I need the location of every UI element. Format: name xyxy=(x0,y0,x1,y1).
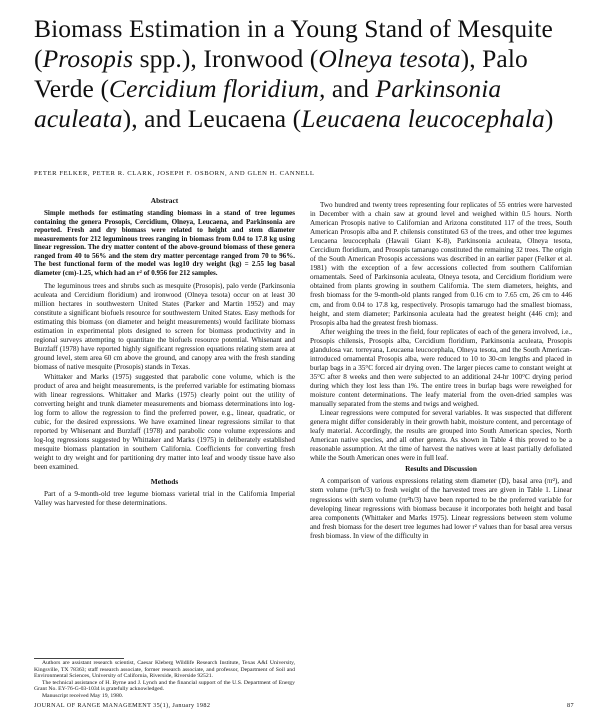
abstract-heading: Abstract xyxy=(150,196,179,205)
journal-citation: JOURNAL OF RANGE MANAGEMENT 35(1), January 1982 xyxy=(34,702,211,709)
body-paragraph: Linear regressions were computed for several variables. It was suspected that different genera might differ considerably in their growth habit, moisture content, and percentage of leafy material. Accordingly, the results are grouped into South American species, North American native species, and all other genera. As shown in Table 4 this proved to be a reasonable assumption. At the time of harvest the natives were at least partially defoliated while the South American ones were in full leaf. xyxy=(310,409,572,463)
right-column xyxy=(310,201,572,541)
footnote: The technical assistance of H. Byrne and J. Lynch and the financial support of the U.S. Department of Energy Grant No. EY-76-G-03-1034 is gratefully acknowledged. xyxy=(34,679,295,693)
body-paragraph: After weighing the trees in the field, four replicates of each of the genera involved, i.e., Prosopis chilensis, Prosopis alba, Cercidium floridium, Parkinsonia aculeata, Prosopis glandulosa var. torreyana, Leucaena leucocephala, Olneya tesota, and the South American-introduced ornamental Prosopis alba, were reduced to 10 to 30-cm lengths and placed in burlap bags in a 35°C forced air drying oven. The larger pieces came to constant weight at 35°C after 8 weeks and then were subjected to an additional 24-hr 100°C drying period during which they lost less than 1%. The entire trees in burlap bags were reweighed for moisture content determinations. The leafy material from the oven-dried samples was manually separated from the stems and twigs and weighed. xyxy=(310,327,572,409)
abstract-section xyxy=(34,209,295,277)
article-title: Biomass Estimation in a Young Stand of Mesquite (Prosopis spp.), Ironwood (Olneya tesota), Palo Verde (Cercidium floridium, and Parkinsonia aculeata), and Leucaena (Leucaena leucocephala) xyxy=(34,14,554,133)
left-column xyxy=(34,196,295,508)
abstract-text: Simple methods for estimating standing biomass in a stand of tree legumes containing the genera Prosopis, Cercidium, Olneya, Leucaena, and Parkinsonia are reported. Fresh and dry biomass were related to height and stem diameter measurements for 212 leguminous trees ranging in biomass from 0.04 to 17.8 kg using linear regression. The dry matter content of the above-ground biomass of these genera ranged from 40 to 56% and the stem dry matter percentage ranged from 70 to 96%. The best functional form of the model was log10 dry weight (kg) = 2.55 log basal diameter (cm)-1.25, which had an r² of 0.956 for 212 samples. xyxy=(34,209,295,277)
results-paragraph: A comparison of various expressions relating stem diameter (D), basal area (πr²), and stem volume (πr²h/3) to fresh weight of the harvested trees are given in Table 1. Linear regressions with stem volume (πr²h/3) have been reported to be the preferred variable for developing linear regressions with biomass because it incorporates both height and basal area components (Whittaker and Marks 1975). Linear regressions between stem volume and fresh biomass for the desert tree legumes had lower r² values than for basal area versus fresh biomass. In view of the difficulty in xyxy=(310,477,572,540)
footnote: Authors are assistant research scientist, Caesar Kleberg Wildlife Research Institute, Texas A&I University, Kingsville, TX 78363; staff research associate, former research associate, and professor, Department of Soil and Environmental Sciences, University of California, Riverside, Riverside 92521. xyxy=(34,660,295,680)
page-footer xyxy=(34,702,574,709)
body-paragraph: Whittaker and Marks (1975) suggested that parabolic cone volume, which is the product of area and height measurements, is the preferred variable for estimating biomass with linear regressions. Whittaker and Marks (1975) clearly point out the utility of converting height and trunk diameter measurements and biomass determinations into log-log form to allow the regression to find the preferred power, e.g., linear, quadratic, or cubic, for the desired expressions. We have examined linear regressions similar to that reported by Whisenant and Burzlaff (1978) and parabolic cone volume expressions and log-log regressions suggested by Whittaker and Marks (1975) in deliberately established mesquite biomass plantation in southern California. Coefficients for converting fresh weight to dry weight and for partitioning dry matter into leaf and woody tissue have also been examined. xyxy=(34,372,295,471)
methods-heading: Methods xyxy=(150,477,179,487)
page-number: 87 xyxy=(567,702,574,709)
author-list: PETER FELKER, PETER R. CLARK, JOSEPH F. OSBORN, AND GLEN H. CANNELL xyxy=(34,170,315,177)
body-paragraph: The leguminous trees and shrubs such as mesquite (Prosopis), palo verde (Parkinsonia aculeata and Cercidium floridium) and ironwood (Olneya tesota) occur on at least 30 million hectares in southwestern United States (Parker and Martin 1952) and may constitute a significant biofuels resource for southwestern United States. Easy methods for estimating this biomass (on diameter and height measurements) would facilitate biomass estimation in experimental plots designed to screen for biomass productivity and in regional surveys attempting to quantitate the biofuels resource potential. Whisenant and Burzlaff (1978) have reported highly significant regression equations relating stem area at ground level, stem area 60 cm above the ground, and canopy area with the fresh standing biomass of native mesquite (Prosopis) stands in Texas. xyxy=(34,282,295,372)
body-paragraph: Two hundred and twenty trees representing four replicates of 55 entries were harvested in December with a chain saw at ground level and weighed within 0.5 hours. North American Prosopis native to Californian and Arizona constituted 117 of the trees, South American Prosopis alba and P. chilensis constituted 63 of the trees, and other tree legumes Leucaena leucocephala (Hawaii Giant K-8), Parkinsonia aculeata, Olneya tesota, Cercidium floridium, and Prosopis tamarugo constituted the remaining 32 trees. The origin of the South American Prosopis accessions was described in an earlier paper (Felker et al. 1981) with the exception of a few accessions collected from southern Californian ornamentals. Seed of Parkinsonia aculeata, Olneya tesota, and Cercidium floridium were obtained from plants growing in southern California. The stem diameters, heights, and fresh biomass for the 9-month-old plants ranged from 0.16 cm to 7.65 cm, 26 cm to 446 cm, and from 0.04 to 17.8 kg, respectively. Prosopis tamarugo had the smallest biomass, height, and stem diameter; Parkinsonia aculeata had the greatest height (446 cm); and Prosopis alba had the greatest fresh biomass. xyxy=(310,201,572,327)
footnote: Manuscript received May 19, 1980. xyxy=(42,692,124,699)
footnote-divider xyxy=(34,658,124,659)
results-heading: Results and Discussion xyxy=(405,464,477,474)
footnotes xyxy=(34,660,295,700)
methods-paragraph: Part of a 9-month-old tree legume biomass varietal trial in the California Imperial Valley was harvested for these determinations. xyxy=(34,490,295,508)
